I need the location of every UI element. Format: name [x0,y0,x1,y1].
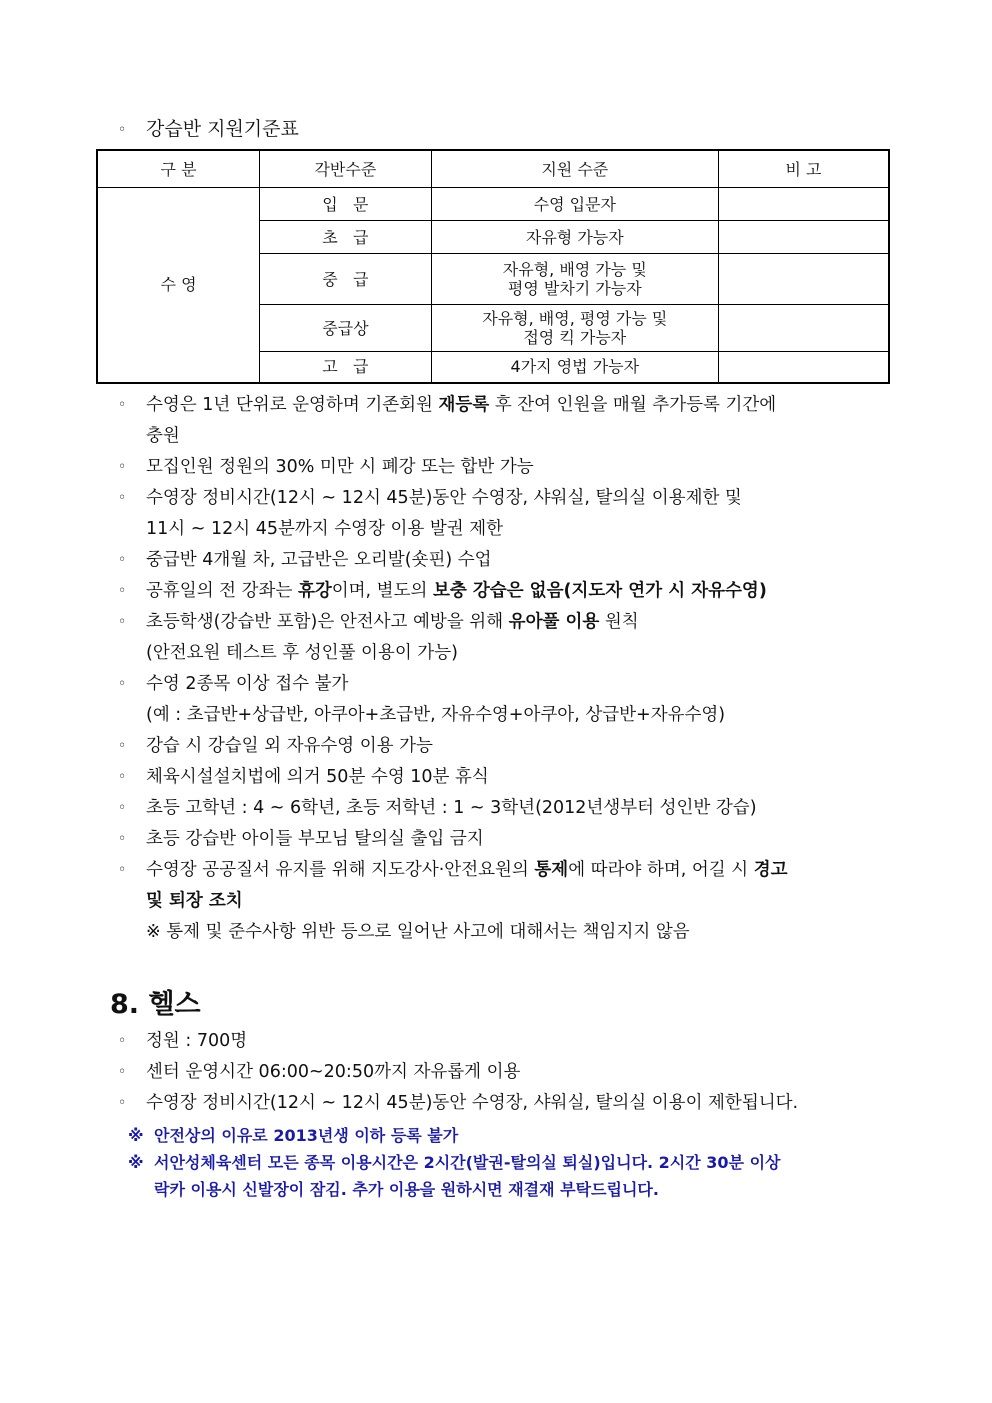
bullet: ◦ [118,490,127,506]
note-text [146,390,893,421]
header-support: 지원 수준 [431,150,718,188]
bullet: ◦ [118,1095,127,1111]
list-item [118,762,893,793]
support-cell [431,254,718,305]
text-run: 후 잔여 인원을 매월 추가등록 기간에 [489,395,777,415]
list-item [118,731,893,762]
note-text: 모집인원 정원의 30% 미만 시 폐강 또는 합반 가능 [146,457,534,477]
emphasis: 유아풀 이용 [508,612,600,632]
warning-continuation [128,1176,898,1203]
bullet: ◦ [118,676,127,692]
text-run: 초등학생(강습반 포함)은 안전사고 예방을 위해 [146,612,509,632]
list-item [118,545,893,576]
item-text: 수영장 정비시간(12시 ~ 12시 45분)동안 수영장, 샤워실, 탈의실 이용이 제한됩니다. [146,1093,799,1113]
note-text: 강습 시 강습일 외 자유수영 이용 가능 [146,736,433,756]
support-line: 평영 발차기 가능자 [507,279,642,298]
bullet: ◦ [118,1033,127,1049]
note-continuation: 11시 ~ 12시 45분까지 수영장 이용 발권 제한 [146,519,504,539]
bullet: ◦ [118,738,127,754]
item-text: 정원 : 700명 [146,1031,248,1051]
list-item [118,1088,893,1119]
remarks-cell [718,352,889,383]
remarks-cell [718,305,889,352]
note-continuation: (예 : 초급반+상급반, 아쿠아+초급반, 자유수영+아쿠아, 상급반+자유수영) [146,705,726,725]
note-text: 초등 강습반 아이들 부모님 탈의실 출입 금지 [146,829,484,849]
list-item [118,483,893,514]
level-cell: 중급상 [260,305,432,352]
category-cell: 수 영 [97,188,260,383]
remarks-cell [718,188,889,221]
table-section-heading [118,114,299,141]
list-item [118,576,893,607]
list-item [118,607,893,638]
list-item [118,855,893,886]
note-continuation: (안전요원 테스트 후 성인풀 이용이 가능) [146,643,458,663]
bullet: ◦ [118,831,127,847]
text-run: 수영은 1년 단위로 운영하며 기존회원 [146,395,439,415]
text-run: 공휴일의 전 강좌는 [146,581,298,601]
list-item [118,669,893,700]
table-title: 강습반 지원기준표 [146,118,299,140]
note-text [146,855,893,886]
warning-text: 안전상의 이유로 2013년생 이하 등록 불가 [154,1126,459,1145]
warning-text: 서안성체육센터 모든 종목 이용시간은 2시간(발권-탈의실 퇴실)입니다. 2시간 30분 이상 [154,1153,781,1172]
header-category: 구 분 [97,150,260,188]
bullet: ◦ [118,614,127,630]
emphasis: 휴강 [297,581,332,601]
warning-text: 락카 이용시 신발장이 잠김. 추가 이용을 원하시면 재결재 부탁드립니다. [154,1180,659,1199]
note-text [146,576,893,607]
indent [128,1176,154,1203]
note-text: 중급반 4개월 차, 고급반은 오리발(숏핀) 수업 [146,550,492,570]
level-cell: 중 급 [260,254,432,305]
warning-item [128,1122,898,1149]
support-cell: 수영 입문자 [431,188,718,221]
list-item [118,452,893,483]
support-line: 자유형, 배영, 평영 가능 및 [482,309,668,328]
support-line: 자유형, 배영 가능 및 [502,260,647,279]
support-standards-table [96,149,890,384]
section-title-health: 8. 헬스 [110,989,201,1020]
remarks-cell [718,221,889,254]
bullet: ◦ [118,459,127,475]
note-continuation: 및 퇴장 조치 [146,891,243,911]
level-cell: 입 문 [260,188,432,221]
support-cell [431,305,718,352]
list-item [118,793,893,824]
text-run: 에 따라야 하며, 어길 시 [568,860,754,880]
list-item [118,1026,893,1057]
health-list [118,1026,893,1119]
header-remarks: 비 고 [718,150,889,188]
emphasis: 재등록 [438,395,490,415]
swim-notes-list [118,390,893,948]
bullet: ◦ [118,1064,127,1080]
support-line: 접영 킥 가능자 [523,328,627,347]
warning-item [128,1149,898,1176]
text-run: 이며, 별도의 [331,581,433,601]
reference-mark: ※ [128,1153,144,1172]
bullet: ◦ [118,769,127,785]
emphasis: 통제 [534,860,569,880]
health-warnings [128,1122,898,1203]
note-text: 수영장 정비시간(12시 ~ 12시 45분)동안 수영장, 샤워실, 탈의실 이용제한 및 [146,488,742,508]
bullet: ◦ [118,862,127,878]
note-text [146,607,893,638]
note-continuation: 충원 [146,426,180,446]
list-item [118,1057,893,1088]
note-text: 체육시설설치법에 의거 50분 수영 10분 휴식 [146,767,489,787]
emphasis: 보충 강습은 없음(지도자 연가 시 자유수영) [432,581,767,601]
text-run: 수영장 공공질서 유지를 위해 지도강사·안전요원의 [146,860,535,880]
bullet: ◦ [118,397,127,413]
bullet: ◦ [118,583,127,599]
item-text: 센터 운영시간 06:00~20:50까지 자유롭게 이용 [146,1062,521,1082]
disclaimer: ※ 통제 및 준수사항 위반 등으로 일어난 사고에 대해서는 책임지지 않음 [146,922,690,942]
note-text: 초등 고학년 : 4 ~ 6학년, 초등 저학년 : 1 ~ 3학년(2012년생부터 성인반 강습) [146,798,757,818]
bullet: ◦ [118,121,127,138]
header-level: 각반수준 [260,150,432,188]
support-cell: 4가지 영법 가능자 [431,352,718,383]
reference-mark: ※ [128,1126,144,1145]
note-text: 수영 2종목 이상 접수 불가 [146,674,349,694]
text-run: 원칙 [599,612,639,632]
table-header-row [97,150,889,188]
bullet: ◦ [118,552,127,568]
emphasis: 경고 [753,860,788,880]
table-row [97,188,889,221]
bullet: ◦ [118,800,127,816]
support-cell: 자유형 가능자 [431,221,718,254]
remarks-cell [718,254,889,305]
list-item [118,390,893,421]
level-cell: 초 급 [260,221,432,254]
level-cell: 고 급 [260,352,432,383]
list-item [118,824,893,855]
